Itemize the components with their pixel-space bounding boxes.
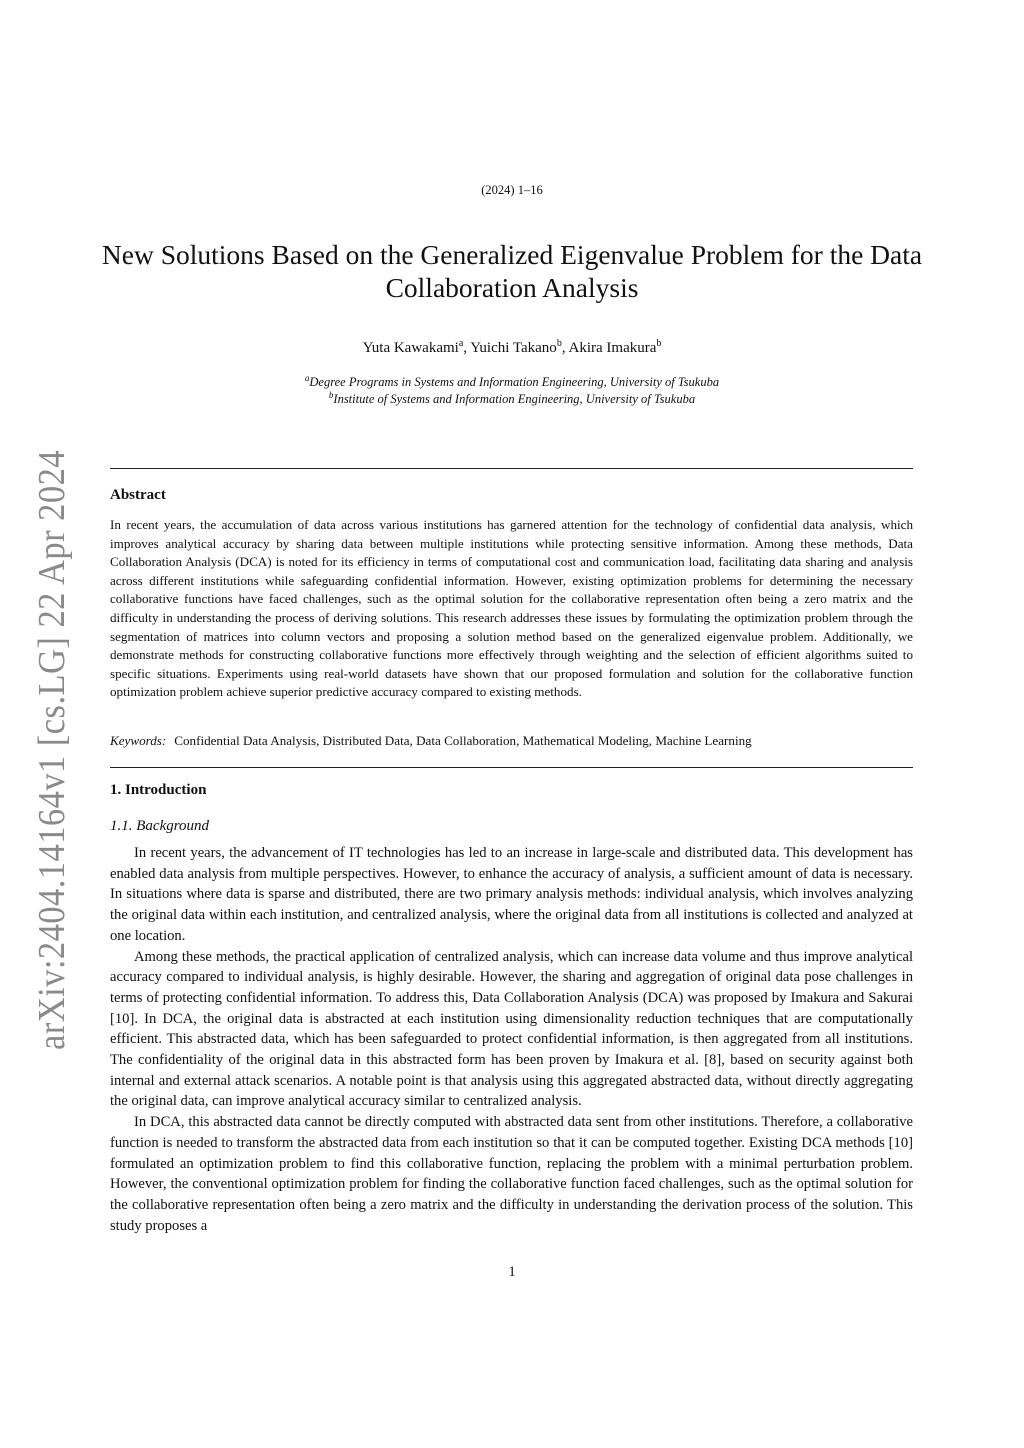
section-heading: 1. Introduction: [110, 782, 207, 798]
body-text: [110, 843, 913, 1236]
paragraph: In DCA, this abstracted data cannot be directly computed with abstracted data sent from other institutions. Therefore, a collaborative function is needed to transform the abstracted data from each institution so that it can be computed together. Existing DCA methods [10] formulated an optimization problem to find this collaborative function, replacing the problem with a minimal perturbation problem. However, the conventional optimization problem for finding the collaborative function faced challenges, such as the optimal solution for the collaborative representation often being a zero matrix and the difficulty in understanding the derivation process of the solution. This study proposes a: [110, 1114, 913, 1234]
keywords: [110, 733, 913, 749]
affiliation-list: [0, 374, 1024, 408]
author-name: Yuichi Takano: [470, 340, 557, 356]
author-separator: ,: [561, 340, 569, 356]
keywords-label: Keywords:: [110, 733, 167, 748]
abstract-heading: Abstract: [110, 487, 166, 503]
author-separator: ,: [463, 340, 471, 356]
author: [470, 340, 568, 356]
arxiv-identifier: arXiv:2404.14164v1 [cs.LG] 22 Apr 2024: [31, 440, 73, 1050]
author-name: Yuta Kawakami: [362, 340, 459, 356]
paragraph: In recent years, the advancement of IT technologies has led to an increase in large-scale and distributed data. This development has enabled data analysis from multiple perspectives. However, to enhance the accuracy of analysis, a sufficient amount of data is necessary. In situations where data is sparse and distributed, there are two primary analysis methods: individual analysis, which involves analyzing the original data within each institution, and centralized analysis, where the original data from all institutions is collected and analyzed at one location.: [110, 845, 913, 944]
author-list: [0, 340, 1024, 357]
affiliation-mark: a: [304, 373, 310, 383]
affiliation-mark: b: [328, 390, 334, 400]
paper-title: New Solutions Based on the Generalized Eigenvalue Problem for the Data Collaboration Analysis: [101, 239, 923, 303]
abstract-text: In recent years, the accumulation of data across various institutions has garnered attention for the technology of confidential data analysis, which improves analytical accuracy by sharing data between multiple institutions while protecting sensitive information. Among these methods, Data Collaboration Analysis (DCA) is noted for its efficiency in terms of computational cost and communication load, facilitating data sharing and analysis across different institutions while safeguarding confidential information. However, existing optimization problems for determining the necessary collaborative functions have faced challenges, such as the optimal solution for the collaborative representation often being a zero matrix and the difficulty in understanding the process of deriving solutions. This research addresses these issues by formulating the optimization problem through the segmentation of matrices into column vectors and proposing a solution method based on the generalized eigenvalue problem. Additionally, we demonstrate methods for constructing collaborative functions more effectively through weighting and the selection of efficient algorithms suited to specific situations. Experiments using real-world datasets have shown that our proposed formulation and solution for the collaborative function optimization problem achieve superior predictive accuracy compared to existing methods.: [110, 517, 913, 700]
paragraph: Among these methods, the practical application of centralized analysis, which can increase data volume and thus improve analytical accuracy compared to individual analysis, is highly desirable. However, the sharing and aggregation of original data pose challenges in terms of protecting confidential information. To address this, Data Collaboration Analysis (DCA) was proposed by Imakura and Sakurai [10]. In DCA, the original data is abstracted at each institution using dimensionality reduction techniques that are computationally efficient. This abstracted data, which has been safeguarded to protect confidential information, is then aggregated from all institutions. The confidentiality of the original data in this abstracted form has been proven by Imakura et al. [8], based on security against both internal and external attack scenarios. A notable point is that analysis using this aggregated abstracted data, without directly aggregating the original data, can improve analytical accuracy similar to centralized analysis.: [110, 948, 913, 1110]
arxiv-identifier-stamp: [0, 440, 90, 1060]
affiliation-text: Degree Programs in Systems and Information Engineering, University of Tsukuba: [309, 375, 720, 389]
arxiv-identifier-svg: [0, 440, 90, 1060]
author: [569, 340, 662, 356]
page-number: 1: [508, 1264, 516, 1280]
journal-line: (2024) 1–16: [481, 183, 543, 197]
affiliation: [0, 374, 1024, 391]
author-affiliation-mark: a: [458, 338, 464, 349]
author: [363, 340, 471, 356]
affiliation-text: Institute of Systems and Information Engineering, University of Tsukuba: [333, 392, 696, 406]
abstract-bottom-rule: [110, 767, 913, 768]
author-affiliation-mark: b: [656, 338, 662, 349]
keywords-text: Confidential Data Analysis, Distributed Data, Data Collaboration, Mathematical Modeling, Machine Learning: [174, 733, 752, 748]
abstract-top-rule: [110, 468, 913, 469]
author-affiliation-mark: b: [556, 338, 562, 349]
author-name: Akira Imakura: [568, 340, 657, 356]
subsection-heading: 1.1. Background: [110, 818, 210, 834]
affiliation: [0, 391, 1024, 408]
